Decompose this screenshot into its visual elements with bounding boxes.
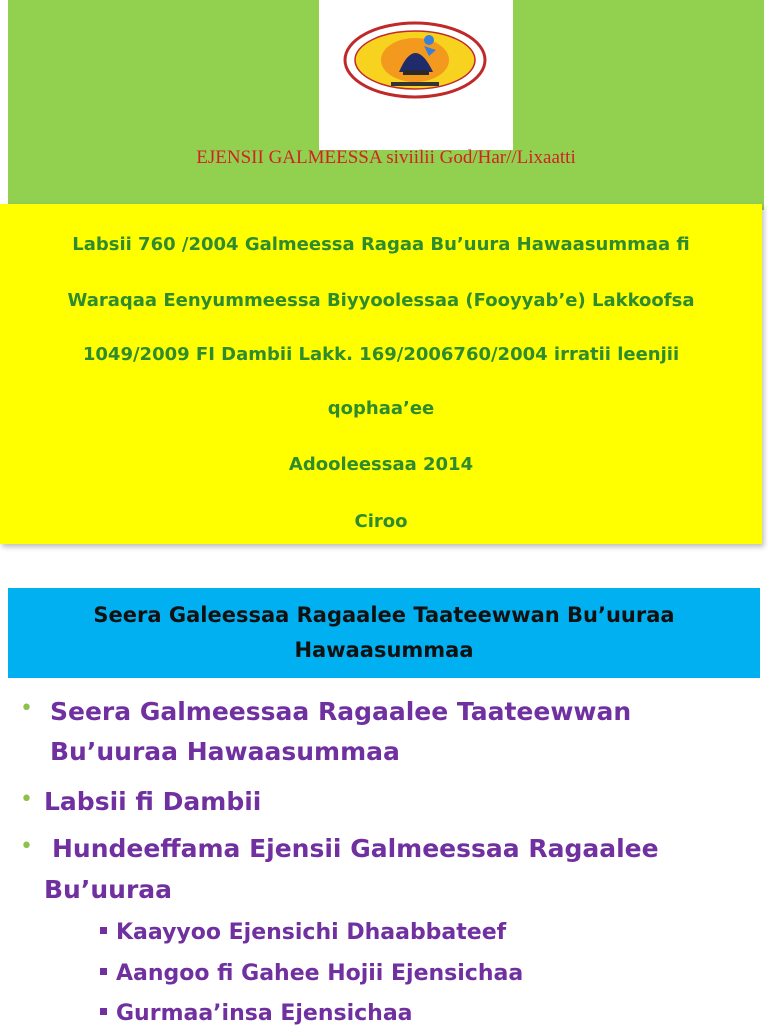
logo-box [319,0,513,150]
title-line-2: Waraqaa Eenyummeessa Biyyoolessaa (Fooyyab’e) Lakkoofsa [67,290,695,311]
square-bullet-icon [100,927,107,934]
bullet-2-line-1: Labsii fi Dambii [44,787,262,816]
title-place: Ciroo [354,511,408,532]
section-header [8,588,760,678]
bullet-dot-icon: • [20,834,33,859]
sub-bullet-2: Aangoo fi Gahee Hojii Ejensichaa [116,961,524,986]
bullet-dot-icon: • [20,787,33,812]
bullet-3-line-1: Hundeeffama Ejensii Galmeessaa Ragaalee [52,834,659,863]
bullet-1-line-1: Seera Galmeessaa Ragaalee Taateewwan [50,697,632,726]
bullet-1-line-2: Bu’uuraa Hawaasummaa [50,737,400,766]
title-date: Adooleessaa 2014 [288,454,474,475]
bullet-dot-icon: • [20,696,33,721]
title-line-3: 1049/2009 FI Dambii Lakk. 169/2006760/2004 irratii leenjii [82,344,680,365]
agency-seal-icon [341,20,489,100]
section-header-line-2: Hawaasummaa [294,638,474,662]
bullet-3-line-2: Bu’uuraa [44,875,173,904]
title-line-4: qophaa’ee [327,398,435,419]
sub-bullet-3: Gurmaa’insa Ejensichaa [116,1001,413,1026]
square-bullet-icon [100,968,107,975]
sub-bullet-1: Kaayyoo Ejensichi Dhaabbateef [116,920,507,945]
agency-name: EJENSII GALMEESSA siviilii God/Har//Lixaatti [196,147,576,168]
square-bullet-icon [100,1008,107,1015]
section-header-line-1: Seera Galeessaa Ragaalee Taateewwan Bu’uuraa [93,603,675,627]
title-line-1: Labsii 760 /2004 Galmeessa Ragaa Bu’uura Hawaasummaa fi [72,234,690,255]
title-box [0,204,762,544]
